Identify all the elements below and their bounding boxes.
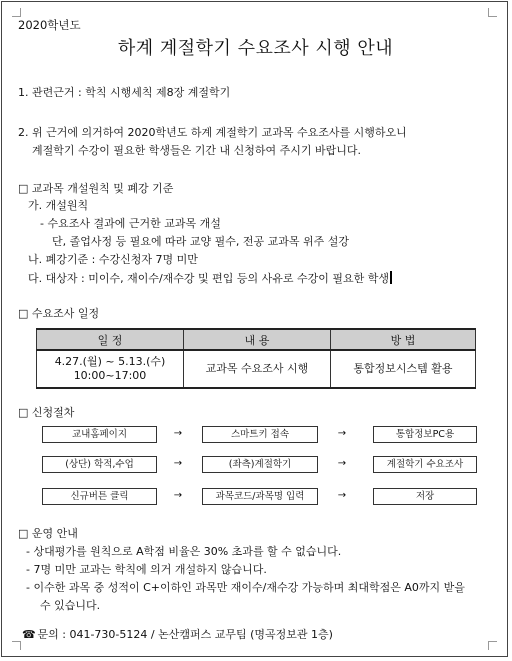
arrow-icon: → (337, 490, 347, 501)
schedule-header-method: 방 법 (331, 329, 476, 350)
step-left-summer: (좌측)계절학기 (202, 456, 318, 473)
schedule-header-row (37, 329, 476, 350)
text-cursor (390, 271, 392, 284)
crop-mark-bottom-left (12, 641, 21, 650)
step-summer-survey: 계절학기 수요조사 (373, 456, 477, 473)
step-save: 저장 (373, 488, 477, 505)
principle-ga-item-1: - 수요조사 결과에 근거한 교과목 개설 (40, 217, 221, 230)
schedule-time: 10:00~17:00 (73, 369, 147, 382)
step-smartkey-login: 스마트키 접속 (202, 426, 318, 443)
crop-mark-top-right (488, 8, 497, 17)
legal-basis: 1. 관련근거 : 학칙 시행세칙 제8장 계절학기 (18, 86, 231, 99)
intro-line-1: 2. 위 근거에 의거하여 2020학년도 하계 계절학기 교과목 수요조사를 시행하오니 (18, 126, 407, 139)
arrow-icon: → (173, 428, 183, 439)
schedule-content: 교과목 수요조사 시행 (184, 350, 331, 388)
section-heading-procedure: □ 신청절차 (18, 406, 75, 419)
operation-bullet-3-line-2: 수 있습니다. (40, 599, 101, 612)
arrow-icon: → (173, 458, 183, 469)
step-portal-pc: 통합정보PC용 (373, 426, 477, 443)
operation-bullet-1: - 상대평가를 원칙으로 A학점 비율은 30% 초과를 할 수 없습니다. (26, 545, 342, 558)
phone-icon: ☎ (22, 628, 36, 641)
schedule-header-date: 일 정 (37, 329, 184, 350)
intro-line-2: 계절학기 수강이 필요한 학생들은 기간 내 신청하여 주시기 바랍니다. (32, 144, 361, 157)
crop-mark-top-left (12, 8, 21, 17)
step-top-academic: (상단) 학적,수업 (42, 456, 157, 473)
schedule-header-content: 내 용 (184, 329, 331, 350)
schedule-method: 통합정보시스템 활용 (331, 350, 476, 388)
contact-text: 문의 : 041-730-5124 / 논산캠퍼스 교무팀 (명곡정보관 1층) (37, 628, 333, 641)
step-school-homepage: 교내홈페이지 (42, 426, 157, 443)
principle-ga-item-2: 단, 졸업사정 등 필요에 따라 교양 필수, 전공 교과목 위주 설강 (52, 235, 349, 248)
table-row (37, 350, 476, 388)
contact-line (22, 628, 333, 642)
arrow-icon: → (337, 458, 347, 469)
crop-mark-bottom-right (488, 641, 497, 650)
step-course-code-input: 과목코드/과목명 입력 (202, 488, 318, 505)
operation-bullet-3-line-1: - 이수한 과목 중 성적이 C+이하인 과목만 재이수/재수강 가능하며 최대학점은 A0까지 받을 (26, 581, 465, 594)
schedule-date: 4.27.(월) ~ 5.13.(수) (54, 355, 166, 368)
operation-bullet-2: - 7명 미만 교과는 학칙에 의거 개설하지 않습니다. (26, 563, 267, 576)
section-heading-principle: □ 교과목 개설원칙 및 폐강 기준 (18, 182, 174, 195)
section-heading-operation: □ 운영 안내 (18, 527, 78, 540)
schedule-table (36, 328, 476, 389)
principle-da (28, 271, 392, 286)
section-heading-schedule: □ 수요조사 일정 (18, 307, 100, 320)
document-page (1, 1, 508, 657)
schedule-date-cell (37, 350, 184, 388)
arrow-icon: → (173, 490, 183, 501)
step-new-button: 신규버튼 클릭 (42, 488, 157, 505)
year-label: 2020학년도 (18, 18, 81, 32)
arrow-icon: → (337, 428, 347, 439)
principle-ga: 가. 개설원칙 (28, 199, 89, 212)
principle-na: 나. 폐강기준 : 수강신청자 7명 미만 (28, 253, 198, 266)
principle-da-text: 다. 대상자 : 미이수, 재이수/재수강 및 편입 등의 사유로 수강이 필요한 학생 (28, 272, 390, 285)
page-title: 하계 계절학기 수요조사 시행 안내 (117, 38, 394, 59)
